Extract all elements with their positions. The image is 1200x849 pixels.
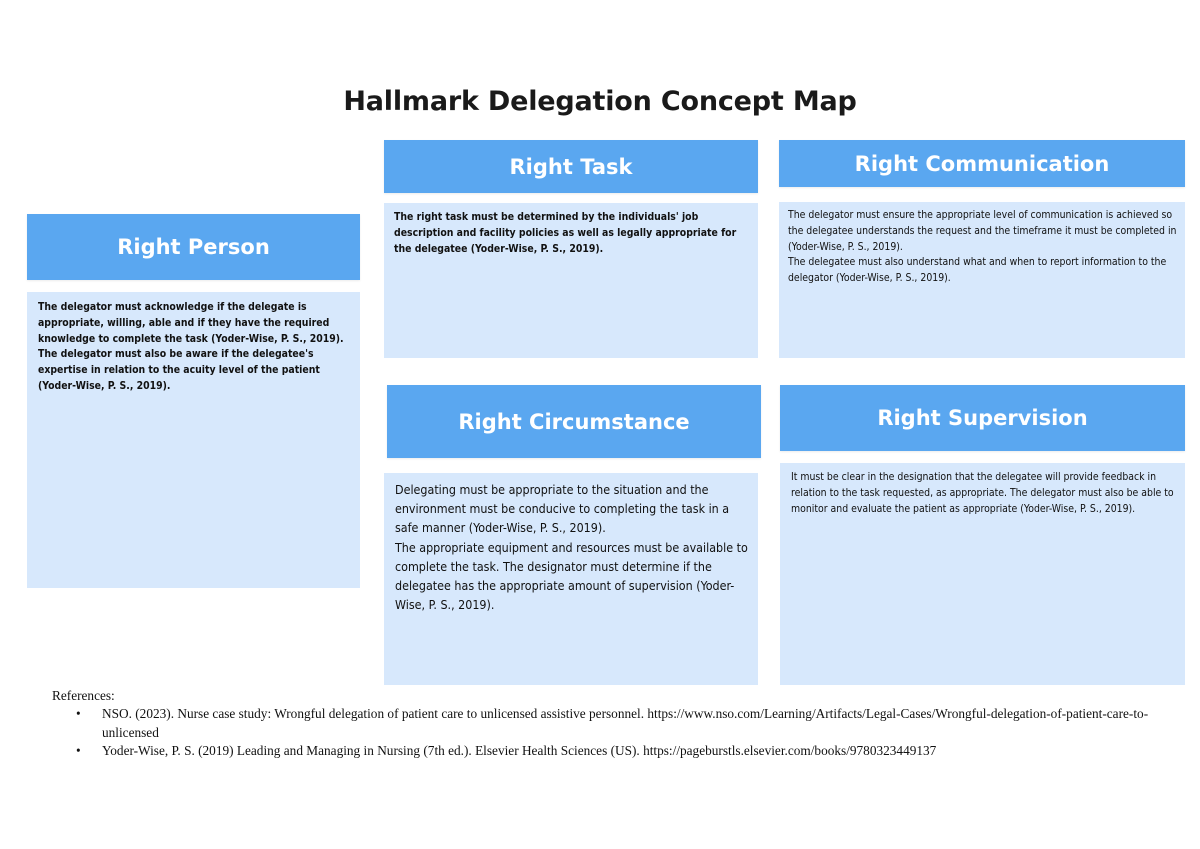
references-label: References: <box>52 688 115 703</box>
references-section <box>52 686 1172 761</box>
right-person-header: Right Person <box>27 214 360 280</box>
right-task-header: Right Task <box>384 140 758 193</box>
right-supervision-box <box>780 463 1185 685</box>
reference-text: Yoder-Wise, P. S. (2019) Leading and Managing in Nursing (7th ed.). Elsevier Health Sciences (US). https://pageburstls.elsevier.com/books/9780323449137 <box>102 743 937 758</box>
reference-item <box>52 742 1172 761</box>
reference-text: NSO. (2023). Nurse case study: Wrongful delegation of patient care to unlicensed assistive personnel. https://www.nso.com/Learning/Artifacts/Legal-Cases/Wrongful-delegation-of-patient-care-to-unlicensed <box>102 706 1149 740</box>
right-task-box <box>384 203 758 358</box>
bullet-icon: • <box>76 706 81 721</box>
right-person-box <box>27 292 360 588</box>
references-list <box>52 705 1172 761</box>
right-circumstance-header: Right Circumstance <box>387 385 761 458</box>
right-circumstance-box <box>384 473 758 685</box>
reference-item <box>52 705 1172 742</box>
right-communication-box <box>779 202 1185 358</box>
page-title: Hallmark Delegation Concept Map <box>343 86 857 117</box>
right-circumstance-text-2: The appropriate equipment and resources must be available to complete the task. The designator must determine if the delegatee has the appropriate amount of supervision (Yoder-Wise, P. S., 2019). <box>395 539 748 613</box>
right-communication-header: Right Communication <box>779 140 1185 187</box>
right-supervision-header: Right Supervision <box>780 385 1185 451</box>
right-communication-text-1: The delegator must ensure the appropriate level of communication is achieved so the delegatee understands the request and the timeframe it must be completed in (Yoder-Wise, P. S., 2019). <box>788 209 1177 253</box>
right-person-text-1: The delegator must acknowledge if the delegate is appropriate, willing, able and if they have the required knowledge to complete the task (Yoder-Wise, P. S., 2019). <box>38 301 344 345</box>
bullet-icon: • <box>76 743 81 758</box>
right-task-text-1: The right task must be determined by the individuals' job description and facility policies as well as legally appropriate for the delegatee (Yoder-Wise, P. S., 2019). <box>394 211 737 255</box>
right-supervision-text-1: It must be clear in the designation that the delegatee will provide feedback in relation to the task requested, as appropriate. The delegator must also be able to monitor and evaluate the patient as appropriate (Yoder-Wise, P. S., 2019). <box>791 471 1174 515</box>
right-communication-text-2: The delegatee must also understand what and when to report information to the delegator (Yoder-Wise, P. S., 2019). <box>788 256 1167 285</box>
right-circumstance-text-1: Delegating must be appropriate to the situation and the environment must be conducive to completing the task in a safe manner (Yoder-Wise, P. S., 2019). <box>395 482 730 536</box>
right-person-text-2: The delegator must also be aware if the delegatee's expertise in relation to the acuity level of the patient (Yoder-Wise, P. S., 2019). <box>38 348 320 392</box>
